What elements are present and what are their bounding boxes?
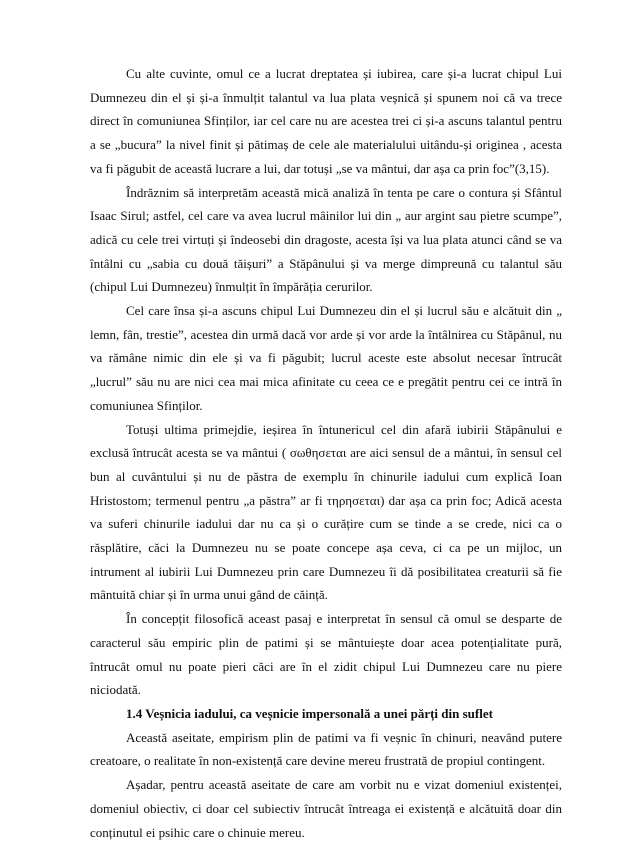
section-paragraph-2: Așadar, pentru această aseitate de care am vorbit nu e vizat domeniul existenței, domeniul obiectiv, ci doar cel subiectiv întrucât întreaga ei existență e alcătuită doar din conținutul ei psihic care o chinuie mereu. [90, 777, 562, 840]
paragraph-1: Cu alte cuvinte, omul ce a lucrat dreptatea și iubirea, care și-a lucrat chipul Lui Dumnezeu din el și și-a înmulțit talantul va lua plata veșnică și spunem noi că va trece direct în comuniunea Sfinților, iar cel care nu are acestea trei ci și-a ascuns talantul pentru a se „bucura” la nivel finit și pătimaș de cele ale materialului uitându-și originea , acesta va fi păgubit de această lucrare a lui, dar totuși „se va mântui, dar așa ca prin foc”(3,15). [90, 66, 562, 176]
paragraph-5: În concepțit filosofică aceast pasaj e interpretat în sensul că omul se desparte de caracterul său empiric plin de patimi și se mântuiește doar acea potențialitate pură, întrucât omul nu poate pieri căci are în el zidit chipul Lui Dumnezeu care nu piere niciodată. [90, 611, 562, 698]
paragraph-4: Totuși ultima primejdie, ieșirea în întunericul cel din afară iubirii Stăpânului e exclusă întrucât acesta se va mântui ( σωθησεται are aici sensul de a mântui, în sensul cel bun al cuvântului și nu de păstra de exemplu în chinurile iadului cum explică Ioan Hristostom; termenul pentru „a păstra” ar fi τηρησεται) dar așa ca prin foc; Adică acesta va suferi chinurile iadului dar nu ca și o curățire cum se tinde a se crede, nici ca o răsplătire, căci la Dumnezeu nu se poate concepe așa ceva, ci ca pe un mijloc, un intrument al iubirii Lui Dumnezeu prin care Dumnezeu îi dă posibilitatea creaturii să fie mântuită chiar și în urma unui gând de căință. [90, 421, 562, 603]
document-page [90, 62, 562, 844]
section-paragraph-1: Aceastǎ aseitate, empirism plin de patimi va fi veșnic în chinuri, neavând putere creatoare, o realitate în non-existență care devine mereu frustrată de propiul contingent. [90, 729, 562, 769]
section-heading: 1.4 Veșnicia iadului, ca veșnicie impersonală a unei părți din suflet [126, 705, 493, 721]
paragraph-2: Îndrăznim să interpretăm această mică analiză în tenta pe care o contura și Sfântul Isaac Sirul; astfel, cel care va avea lucrul mâinilor lui din „ aur argint sau pietre scumpe”, adică cu cele trei virtuți și îndeosebi din dragoste, acesta își va lua plata atunci când se va întâlni cu „sabia cu două tăișuri” a Stăpânului și va merge dimpreună cu talantul său (chipul Lui Dumnezeu) înmulțit în împărăția cerurilor. [90, 184, 562, 295]
paragraph-3: Cel care însa și-a ascuns chipul Lui Dumnezeu din el și lucrul său e alcătuit din „ lemn, fân, trestie”, acestea din urmă dacă vor arde și vor arde la întâlnirea cu Stăpânul, nu va rămâne nimic din ele și va fi păgubit; lucrul aceste este absolut necesar întrucât „lucrul” său nu are nici cea mai mica afinitate cu ceea ce e pregătit pentru cei ce intră în comuniunea Sfinților. [90, 303, 562, 413]
